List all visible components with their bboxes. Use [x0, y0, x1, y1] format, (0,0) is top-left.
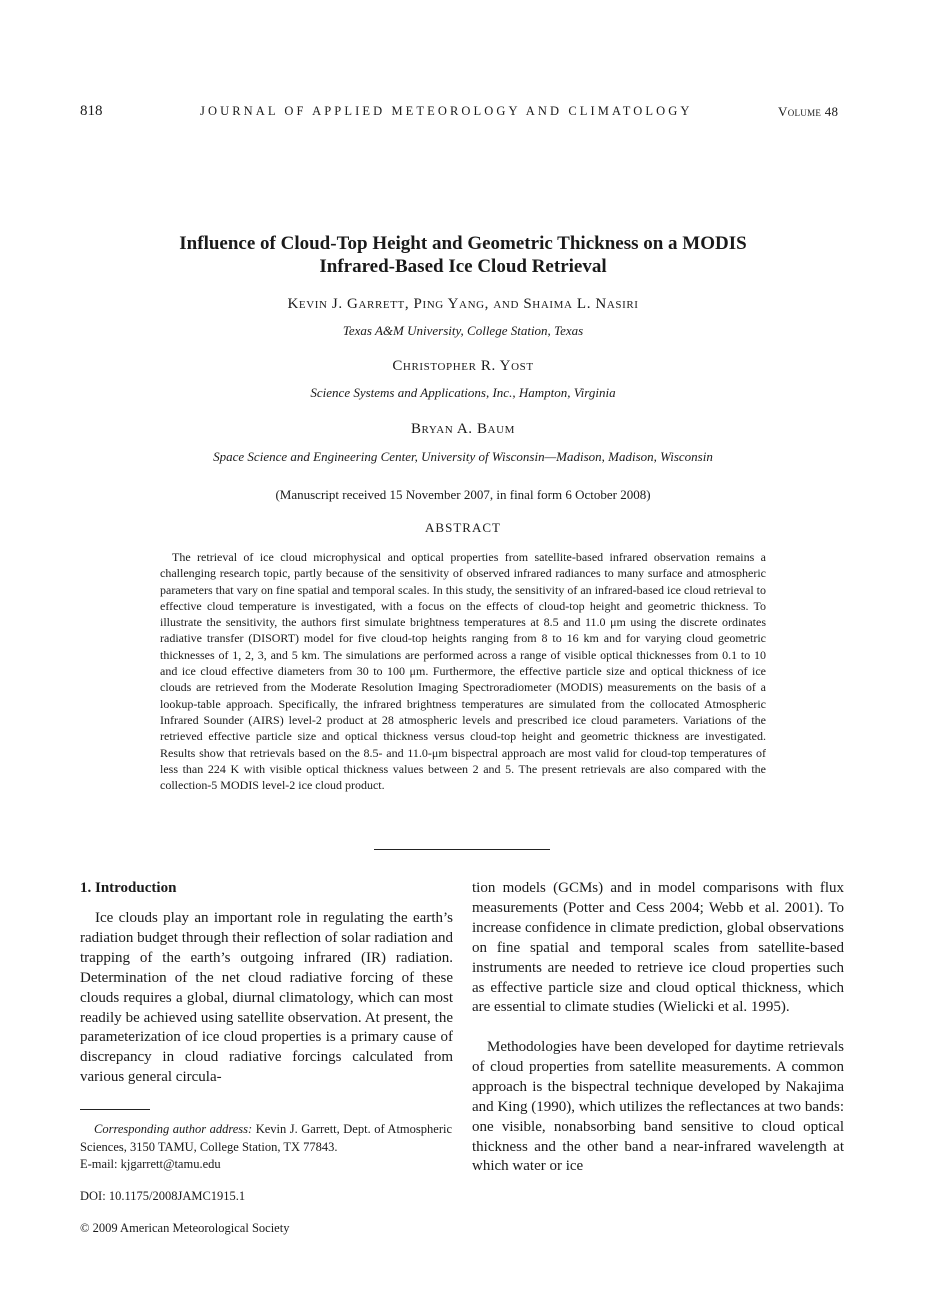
author-affiliation: Texas A&M University, College Station, Texas [342, 323, 584, 338]
author-affiliation: Space Science and Engineering Center, University of Wisconsin—Madison, Madison, Wisconsin [213, 449, 713, 464]
footnote-rule [80, 1109, 150, 1110]
doi: DOI: 10.1175/2008JAMC1915.1 [80, 1189, 246, 1203]
section-heading: 1. Introduction [80, 880, 177, 896]
section-divider [374, 849, 550, 850]
copyright: © 2009 American Meteorological Society [80, 1221, 290, 1235]
author-names: Bryan A. Baum [410, 421, 516, 437]
author-affiliation: Science Systems and Applications, Inc., Hampton, Virginia [310, 385, 616, 400]
abstract-text: The retrieval of ice cloud microphysical and optical properties from satellite-based infrared observation remains a challenging research topic, partly because of the sensitivity of observed infrared radiances to many surface and atmospheric parameters that vary on fine spatial and temporal scales. In this study, the sensitivity of an infrared-based ice cloud retrieval to effective cloud temperature is investigated, with a focus on the effects of cloud-top height and geometric thickness. To illustrate the sensitivity, the authors first simulate brightness temperatures at 8.5 and 11.0 μm using the discrete ordinates radiative transfer (DISORT) model for five cloud-top heights ranging from 8 to 16 km and for varying cloud geometric thicknesses of 1, 2, 3, and 5 km. The simulations are performed across a range of visible optical thicknesses from 0.1 to 10 and ice cloud effective diameters from 30 to 100 μm. Furthermore, the effective particle size and optical thickness of ice clouds are retrieved from the Moderate Resolution Imaging Spectroradiometer (MODIS) measurements on the basis of a lookup-table approach. Specifically, the infrared brightness temperatures are simulated from the collocated Atmospheric Infrared Sounder (AIRS) level-2 product at 28 atmospheric levels and prescribed ice cloud parameters. Variations of the retrieved effective particle size and optical thickness versus cloud-top height and geometric thickness are investigated. Results show that retrievals based on the 8.5- and 11.0-μm bispectral approach are most valid for cloud-top temperatures of less than 224 K with visible optical thickness values between 2 and 5. The present retrievals are also compared with the collection-5 MODIS level-2 ice cloud product. [160, 550, 766, 793]
intro-paragraph-left: Ice clouds play an important role in regulating the earth’s radiation budget through their reflection of solar radiation and trapping of the earth’s outgoing infrared (IR) radiation. Determination of the net cloud radiative forcing of these clouds requires a global, diurnal climatology, which can most readily be achieved using satellite observation. At present, the parameterization of ice cloud properties is a primary cause of discrepancy in cloud radiative forcings calculated from various general circula- [80, 910, 453, 1086]
journal-title: JOURNAL OF APPLIED METEOROLOGY AND CLIMATOLOGY [200, 104, 693, 118]
author-names: Kevin J. Garrett, Ping Yang, and Shaima L. Nasiri [287, 296, 639, 312]
page-number: 818 [80, 103, 103, 119]
corresponding-author-footnote [80, 1121, 452, 1174]
manuscript-dates: (Manuscript received 15 November 2007, in final form 6 October 2008) [275, 487, 651, 502]
intro-paragraph-right-continued: tion models (GCMs) and in model comparisons with flux measurements (Potter and Cess 2004; Webb et al. 2001). To increase confidence in climate prediction, global observations on fine spatial and temporal scales from satellite-based instruments are needed to retrieve ice cloud properties such as effective particle size and cloud optical thickness, which are essential to climate studies (Wielicki et al. 1995). [472, 880, 844, 1016]
author-names: Christopher R. Yost [392, 358, 534, 374]
paper-title: Influence of Cloud-Top Height and Geometric Thickness on a MODIS Infrared-Based Ice Cloud Retrieval [179, 233, 747, 277]
footnote-email: E-mail: kjgarrett@tamu.edu [80, 1157, 221, 1171]
abstract-heading: ABSTRACT [425, 520, 501, 535]
volume-label: Volume 48 [778, 104, 839, 119]
footnote-label: Corresponding author address: [94, 1122, 253, 1136]
intro-paragraph-right: Methodologies have been developed for daytime retrievals of cloud properties from satellite measurements. A common approach is the bispectral technique developed by Nakajima and King (1990), which utilizes the reflectances at two bands: one visible, nonabsorbing band sensitive to cloud optical thickness and the other band a near-infrared wavelength at which water or ice [472, 1039, 844, 1175]
footnote-address: Kevin J. Garrett, Dept. of Atmospheric Sciences, 3150 TAMU, College Station, TX 77843. [80, 1122, 453, 1154]
